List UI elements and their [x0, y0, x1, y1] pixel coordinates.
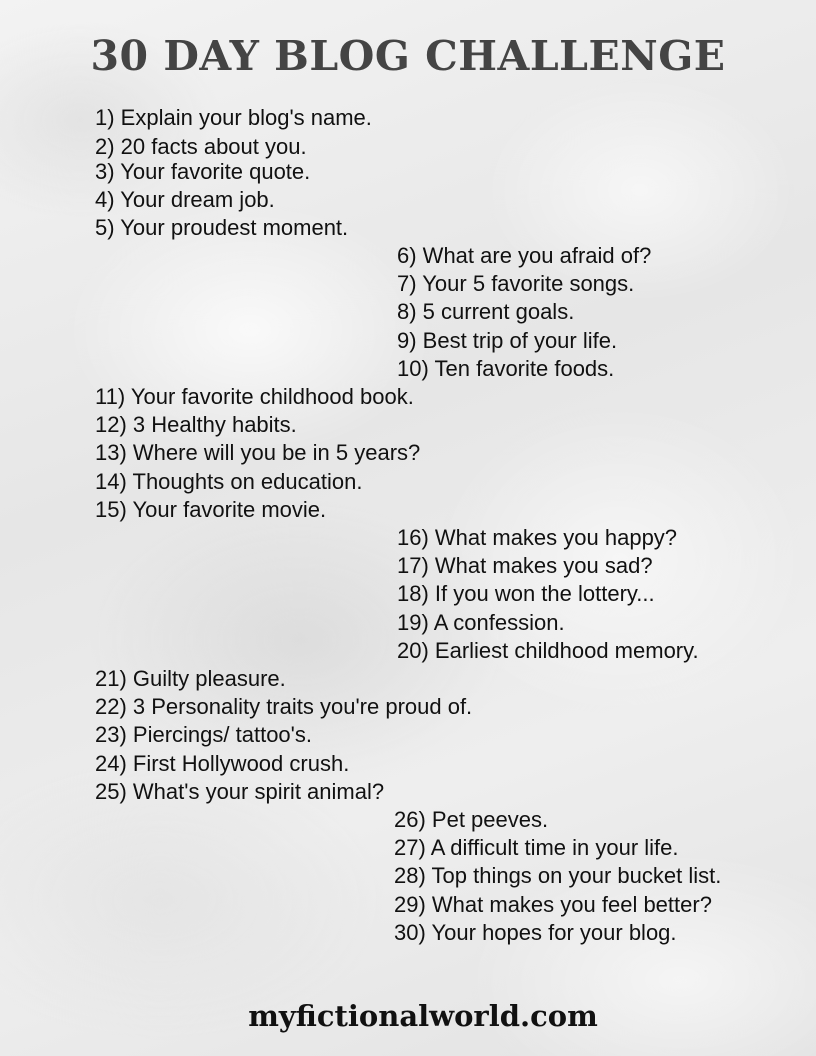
list-item: 23) Piercings/ tattoo's. — [95, 722, 312, 747]
list-item: 18) If you won the lottery... — [397, 581, 655, 606]
list-item: 27) A difficult time in your life. — [394, 835, 679, 860]
list-item: 3) Your favorite quote. — [95, 159, 311, 184]
list-item: 8) 5 current goals. — [397, 299, 575, 324]
list-item: 7) Your 5 favorite songs. — [397, 271, 635, 296]
list-item: 12) 3 Healthy habits. — [95, 412, 297, 437]
list-item: 5) Your proudest moment. — [95, 215, 349, 240]
list-item: 6) What are you afraid of? — [397, 243, 652, 268]
list-item: 4) Your dream job. — [95, 187, 275, 212]
list-item: 9) Best trip of your life. — [397, 328, 618, 353]
list-item: 14) Thoughts on education. — [95, 469, 363, 494]
list-item: 15) Your favorite movie. — [95, 497, 327, 522]
website-url: myfictionalworld.com — [248, 999, 598, 1033]
list-item: 21) Guilty pleasure. — [95, 666, 286, 691]
list-item: 25) What's your spirit animal? — [95, 779, 385, 804]
list-item: 16) What makes you happy? — [397, 525, 678, 550]
list-item: 24) First Hollywood crush. — [95, 751, 350, 776]
list-item: 30) Your hopes for your blog. — [394, 920, 677, 945]
page-title: 30 DAY BLOG CHALLENGE — [90, 32, 726, 80]
list-item: 17) What makes you sad? — [397, 553, 653, 578]
list-item: 13) Where will you be in 5 years? — [95, 440, 421, 465]
list-item: 20) Earliest childhood memory. — [397, 638, 699, 663]
list-item: 29) What makes you feel better? — [394, 892, 712, 917]
list-item: 2) 20 facts about you. — [95, 134, 307, 159]
list-item: 11) Your favorite childhood book. — [95, 384, 414, 409]
list-item: 10) Ten favorite foods. — [397, 356, 615, 381]
list-item: 19) A confession. — [397, 610, 565, 635]
list-item: 1) Explain your blog's name. — [95, 105, 372, 130]
list-item: 22) 3 Personality traits you're proud of. — [95, 694, 473, 719]
list-item: 28) Top things on your bucket list. — [394, 863, 722, 888]
list-item: 26) Pet peeves. — [394, 807, 549, 832]
